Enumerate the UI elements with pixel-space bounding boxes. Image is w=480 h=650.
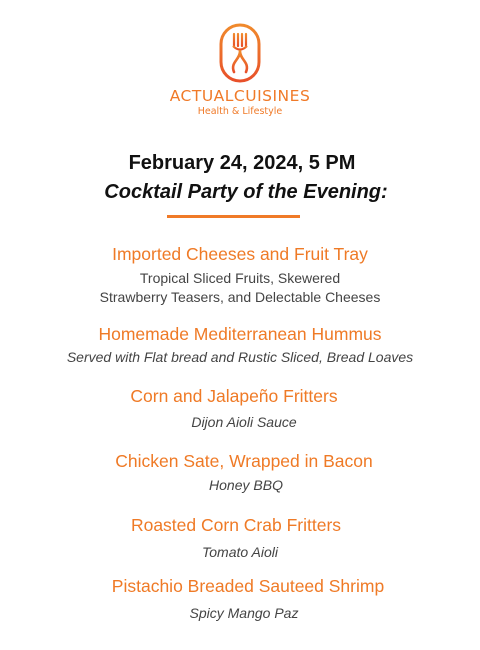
brand-name: ACTUALCUISINES	[169, 87, 311, 105]
fork-in-circle-icon	[218, 22, 262, 84]
menu-item-title: Chicken Sate, Wrapped in Bacon	[115, 451, 373, 471]
menu-item-title: Imported Cheeses and Fruit Tray	[112, 244, 368, 264]
menu-item-desc: Tropical Sliced Fruits, Skewered	[139, 270, 341, 286]
menu-item-desc: Served with Flat bread and Rustic Sliced, Bread Loaves	[66, 349, 414, 365]
menu-item-desc: Dijon Aioli Sauce	[191, 414, 297, 430]
menu-item-desc: Tomato Aioli	[201, 544, 278, 560]
menu-item-title: Pistachio Breaded Sauteed Shrimp	[111, 576, 385, 596]
event-date: February 24, 2024, 5 PM	[128, 152, 356, 174]
menu-item-desc: Strawberry Teasers, and Delectable Cheeses	[99, 289, 381, 305]
brand-tagline: Health & Lifestyle	[197, 106, 283, 117]
menu-item-desc: Honey BBQ	[209, 477, 283, 493]
menu-item-title: Corn and Jalapeño Fritters	[130, 386, 338, 406]
menu-item-title: Roasted Corn Crab Fritters	[130, 515, 342, 535]
event-subtitle: Cocktail Party of the Evening:	[104, 181, 388, 203]
divider	[167, 215, 300, 218]
menu-item-title: Homemade Mediterranean Hummus	[98, 324, 382, 344]
menu-item-desc: Spicy Mango Paz	[189, 605, 299, 621]
